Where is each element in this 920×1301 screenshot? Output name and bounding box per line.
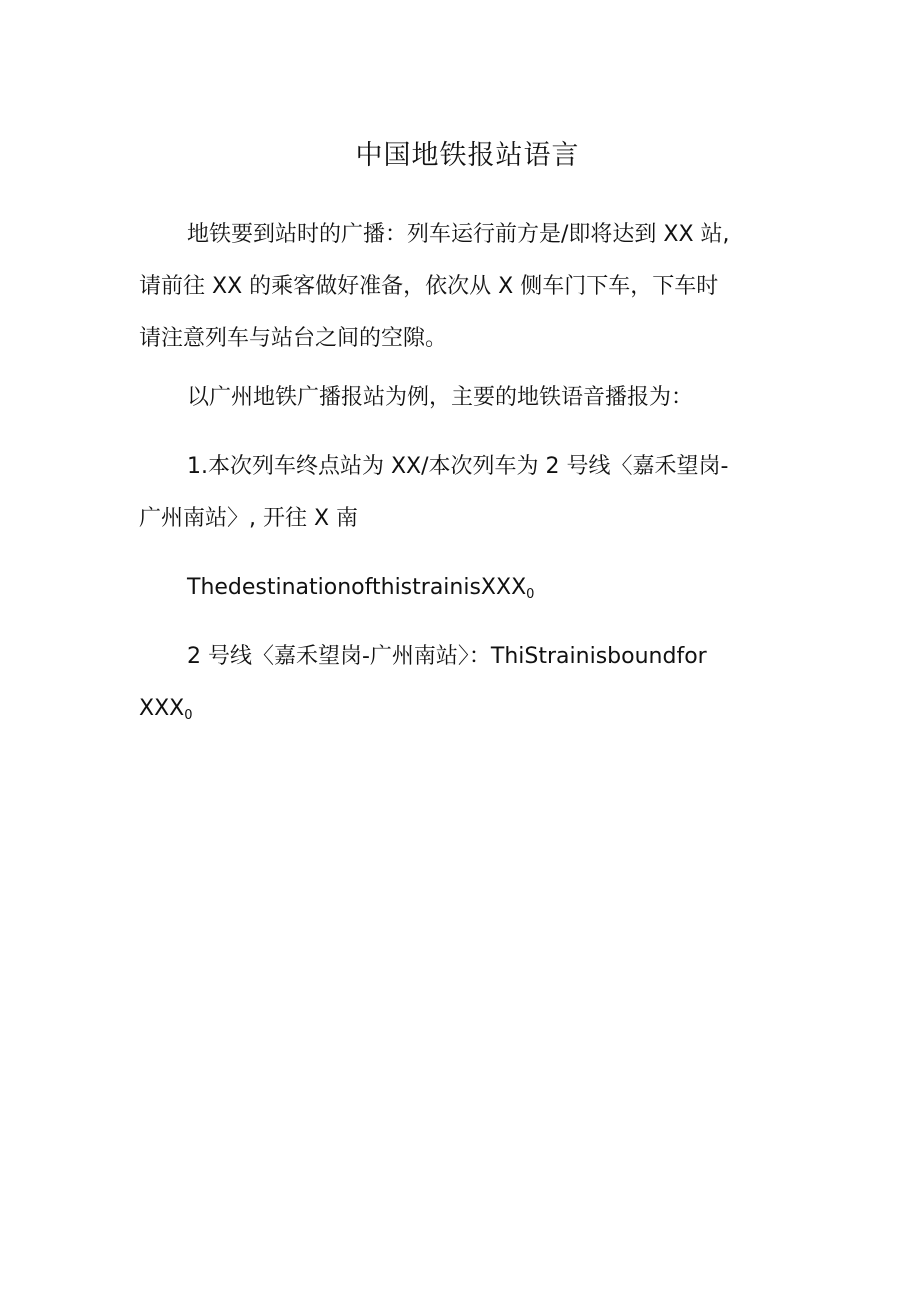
line-suffix: 0 <box>184 708 193 723</box>
paragraph-line <box>139 562 789 621</box>
paragraph-line <box>139 683 789 742</box>
line-suffix: 0 <box>526 587 535 602</box>
paragraph-guangzhou-example <box>139 372 789 424</box>
paragraph-line: 广州南站〉, 开往 X 南 <box>139 506 359 531</box>
paragraph-line: 1.本次列车终点站为 XX/本次列车为 2 号线〈嘉禾望岗- <box>187 454 729 479</box>
paragraph-line: 请前往 XX 的乘客做好准备，依次从 X 侧车门下车，下车时 <box>139 274 719 299</box>
paragraph-line: 请注意列车与站台之间的空隙。 <box>139 326 448 351</box>
paragraph-destination-english <box>139 562 789 621</box>
paragraph-line-text: ThedestinationofthistrainisXXX <box>187 575 527 600</box>
paragraph-line2-bound-english <box>139 631 789 742</box>
paragraph-line: 以广州地铁广播报站为例，主要的地铁语音播报为： <box>187 385 694 410</box>
paragraph-line-text: XXX <box>139 696 185 721</box>
document-title: 中国地铁报站语言 <box>355 140 580 171</box>
paragraph-terminal-station <box>139 441 789 545</box>
paragraph-line: 地铁要到站时的广播：列车运行前方是/即将达到 XX 站, <box>187 222 730 247</box>
paragraph-line: 2 号线〈嘉禾望岗-广州南站〉：ThiStrainisboundfor <box>187 644 707 669</box>
paragraph-arrival-announcement <box>139 209 789 365</box>
